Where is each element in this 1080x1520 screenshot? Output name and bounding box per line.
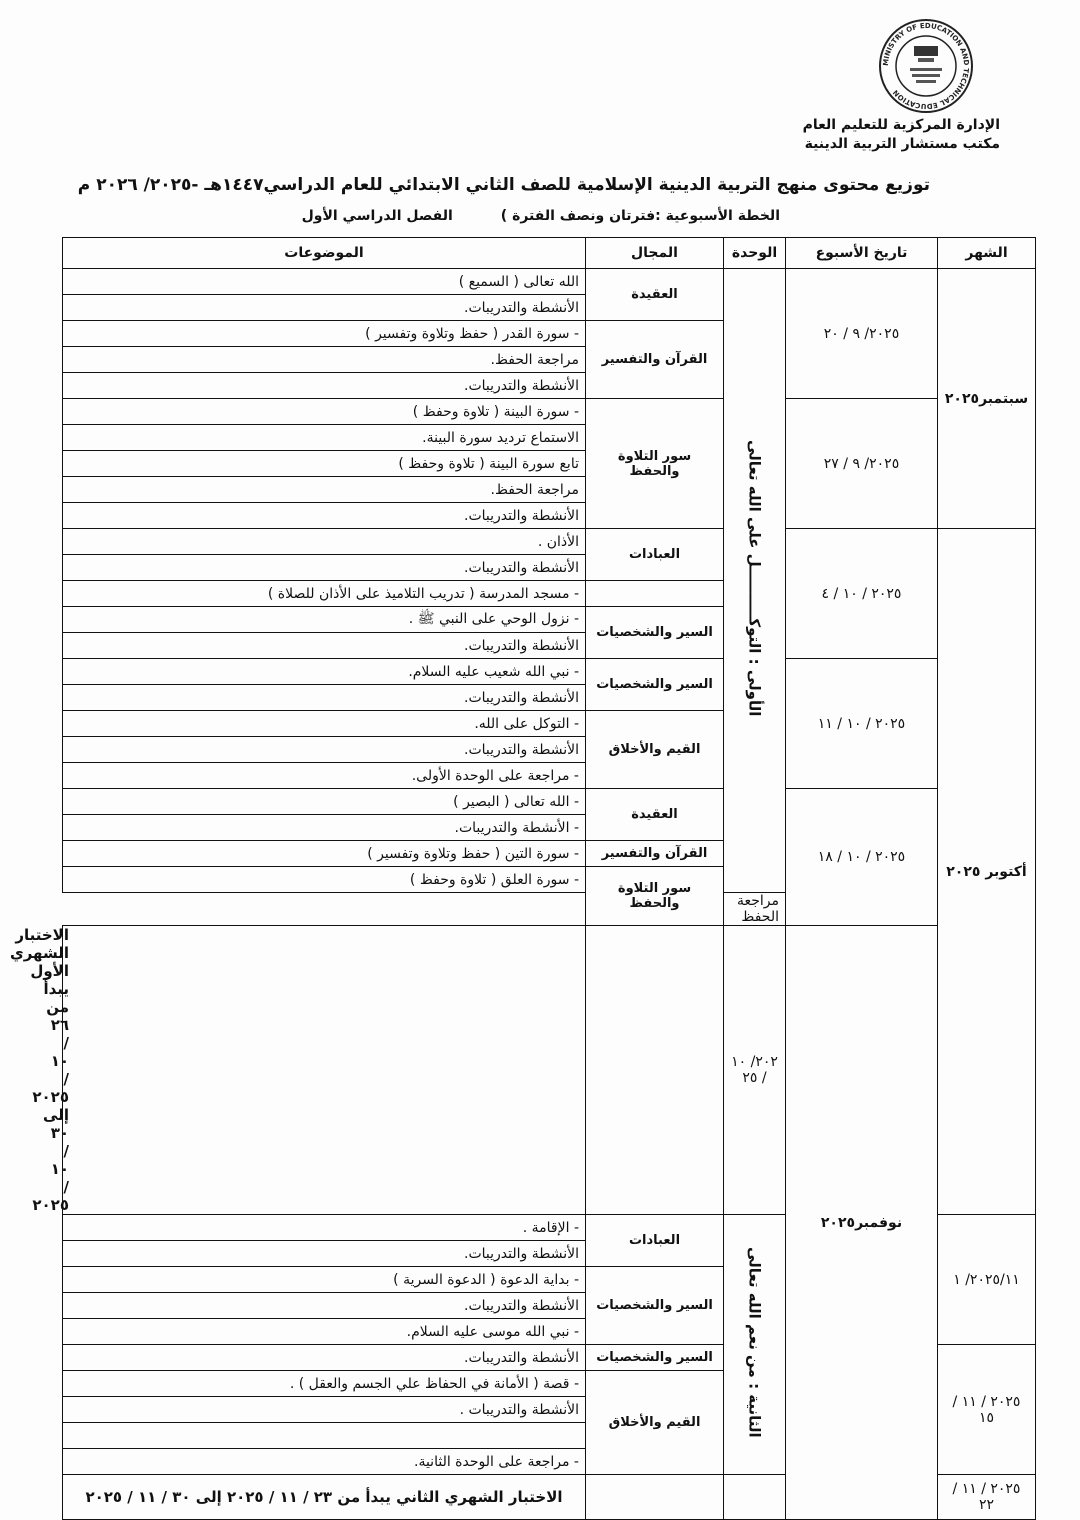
field-cell: سور التلاوة والحفظ	[586, 867, 724, 926]
col-topics: الموضوعات	[63, 238, 586, 269]
topic-cell: الاستماع ترديد سورة البينة.	[63, 425, 586, 451]
week-date-cell: ٢٠٢٥/ ٩ / ٢٧	[786, 399, 938, 529]
topic-cell: تابع سورة البينة ( تلاوة وحفظ )	[63, 451, 586, 477]
week-date-cell: ٢٠٢/ ١٠ / ٢٥	[724, 926, 786, 1215]
field-cell: العقيدة	[586, 789, 724, 841]
unit-cell	[724, 1215, 786, 1475]
week-date-cell: ٢٠٢٥ / ١١ / ٢٢	[938, 1475, 1036, 1520]
month-cell: سبتمبر٢٠٢٥	[938, 269, 1036, 529]
field-cell: سور التلاوة والحفظ	[586, 399, 724, 529]
topic-cell: - مراجعة على الوحدة الأولى.	[63, 763, 586, 789]
month-cell: أكتوبر ٢٠٢٥	[938, 529, 1036, 1215]
week-date-cell: ٢٠٢٥ / ١١ / ١٥	[938, 1345, 1036, 1475]
field-cell: القرآن والتفسير	[586, 841, 724, 867]
topic-cell: - مراجعة على الوحدة الثانية.	[63, 1449, 586, 1475]
week-date-cell: ٢٠٢٥ / ١٠ / ١١	[786, 659, 938, 789]
week-date-cell: ٢٠٢٥ / ١٠ / ٤	[786, 529, 938, 659]
table-row	[63, 529, 1036, 555]
unit-cell	[724, 269, 786, 893]
topic-cell: مراجعة الحفظ.	[63, 347, 586, 373]
topic-cell: الأنشطة والتدريبات.	[63, 503, 586, 529]
field-cell: العقيدة	[586, 269, 724, 321]
topic-cell: الأذان .	[63, 529, 586, 555]
exam-cell: الاختبار الشهري الثاني يبدأ من ٢٣ / ١١ / ٢٠٢٥ إلى ٣٠ / ١١ / ٢٠٢٥	[63, 1475, 586, 1520]
topic-cell: - الله تعالى ( البصير )	[63, 789, 586, 815]
topic-cell: الأنشطة والتدريبات.	[63, 1241, 586, 1267]
topic-cell: الأنشطة والتدريبات.	[63, 555, 586, 581]
topic-cell: - سورة التين ( حفظ وتلاوة وتفسير )	[63, 841, 586, 867]
page-subtitle	[302, 208, 780, 224]
ministry-logo	[878, 18, 974, 114]
unit-cell-blank	[586, 926, 724, 1215]
topic-cell: الأنشطة والتدريبات.	[63, 737, 586, 763]
topic-cell: مراجعة الحفظ.	[63, 477, 586, 503]
field-cell: القرآن والتفسير	[586, 321, 724, 399]
table-row	[63, 659, 1036, 685]
table-row	[63, 789, 1036, 815]
topic-cell: - سورة العلق ( تلاوة وحفظ )	[63, 867, 586, 893]
col-field: المجال	[586, 238, 724, 269]
term-label: الفصل الدراسي الأول	[301, 208, 453, 224]
field-cell: السير والشخصيات	[586, 607, 724, 659]
curriculum-table	[9, 237, 1036, 1520]
week-date-cell: ٢٠٢٥ / ١٠ / ١٨	[786, 789, 938, 926]
topic-cell: - نبي الله موسى عليه السلام.	[63, 1319, 586, 1345]
topic-cell: الأنشطة والتدريبات .	[63, 1397, 586, 1423]
week-date-cell: ٢٠٢٥/ ٩ / ٢٠	[786, 269, 938, 399]
topic-cell: - سورة البينة ( تلاوة وحفظ )	[63, 399, 586, 425]
department-header	[803, 116, 1000, 154]
field-cell-blank	[63, 926, 586, 1215]
field-cell: العبادات	[586, 1215, 724, 1267]
field-cell: القيم والأخلاق	[586, 1371, 724, 1475]
topic-cell: الله تعالى ( السميع )	[63, 269, 586, 295]
col-month: الشهر	[938, 238, 1036, 269]
field-cell-blank	[586, 581, 724, 607]
topic-cell: مراجعة الحفظ	[724, 893, 786, 926]
ministry-seal-icon	[878, 18, 974, 114]
topic-cell: الأنشطة والتدريبات.	[63, 373, 586, 399]
topic-cell: - نبي الله شعيب عليه السلام.	[63, 659, 586, 685]
field-cell: السير والشخصيات	[586, 659, 724, 711]
dept-line-1: الإدارة المركزية للتعليم العام	[802, 117, 1000, 133]
col-unit: الوحدة	[724, 238, 786, 269]
page-title: توزيع محتوى منهج التربية الدينية الإسلامية للصف الثاني الابتدائي للعام الدراسي١٤٤٧هـ -٢٠٢٥/ ٢٠٢٦ م	[77, 175, 930, 195]
topic-cell: - الإقامة .	[63, 1215, 586, 1241]
topic-cell: الأنشطة والتدريبات.	[63, 685, 586, 711]
topic-cell: الأنشطة والتدريبات.	[63, 1293, 586, 1319]
topic-cell: - التوكل على الله.	[63, 711, 586, 737]
exam-row: نوفمبر٢٠٢٥ ٢٠٢/ ١٠ / ٢٥ الاختبار الشهري الأول يبدأ من ٢٦ / ١٠ / ٢٠٢٥ إلى ٣٠ / ١٠ / ٢٠٢٥	[63, 926, 1036, 1215]
topic-cell: الأنشطة والتدريبات.	[63, 633, 586, 659]
week-date-cell: ٢٠٢٥/١١/ ١	[938, 1215, 1036, 1345]
field-cell: العبادات	[586, 529, 724, 581]
plan-label: الخطة الأسبوعية :فترتان ونصف الفترة )	[500, 208, 780, 224]
table-header-row	[63, 238, 1036, 269]
topic-cell: - نزول الوحي على النبي ﷺ .	[63, 607, 586, 633]
topic-cell: الأنشطة والتدريبات.	[63, 1345, 586, 1371]
field-cell: السير والشخصيات	[586, 1345, 724, 1371]
topic-cell: الأنشطة والتدريبات.	[63, 295, 586, 321]
unit-title: الأولى : التوكــــــــــل على الله تعالى	[745, 440, 764, 717]
topic-cell	[63, 1423, 586, 1449]
field-cell-blank	[586, 1475, 724, 1520]
topic-cell: - سورة القدر ( حفظ وتلاوة وتفسير )	[63, 321, 586, 347]
topic-cell: - الأنشطة والتدريبات.	[63, 815, 586, 841]
topic-cell: - مسجد المدرسة ( تدريب التلاميذ على الأذان للصلاة )	[63, 581, 586, 607]
table-row	[63, 399, 1036, 425]
unit-title: الثانية : من نعم الله تعالى	[745, 1247, 764, 1438]
topic-cell: - بداية الدعوة ( الدعوة السرية )	[63, 1267, 586, 1293]
field-cell: السير والشخصيات	[586, 1267, 724, 1345]
field-cell: القيم والأخلاق	[586, 711, 724, 789]
svg-text:MINISTRY OF EDUCATION AND TECH: MINISTRY OF EDUCATION AND TECHNICAL EDUCATION	[881, 21, 971, 111]
month-cell: نوفمبر٢٠٢٥	[786, 926, 938, 1520]
dept-line-2: مكتب مستشار التربية الدينية	[804, 136, 1000, 152]
unit-cell-blank	[724, 1475, 786, 1520]
col-week-date: تاريخ الأسبوع	[786, 238, 938, 269]
topic-cell: - قصة ( الأمانة في الحفاظ علي الجسم والعقل ) .	[63, 1371, 586, 1397]
table-row	[63, 269, 1036, 295]
